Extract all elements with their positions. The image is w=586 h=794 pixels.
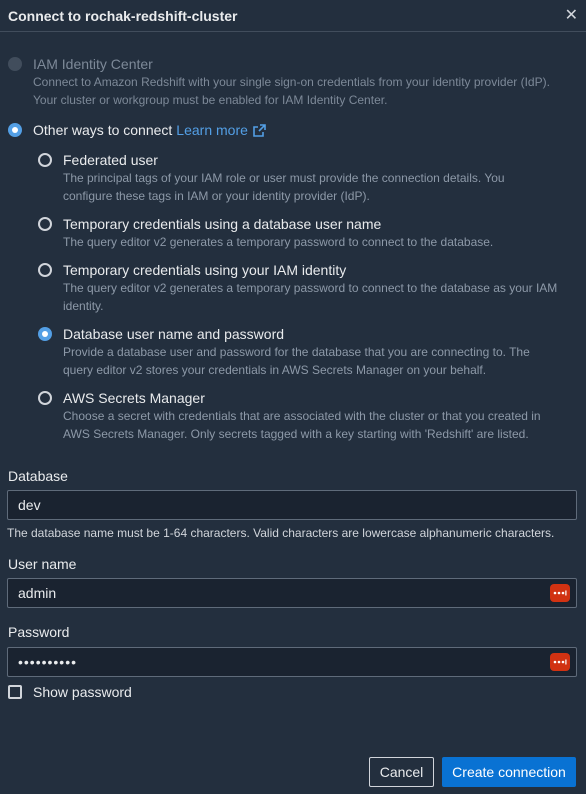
option-label: Temporary credentials using a database user name (63, 216, 382, 232)
option-desc: identity. (63, 299, 104, 313)
dialog-title: Connect to rochak-redshift-cluster (8, 7, 238, 24)
option-desc: The query editor v2 generates a temporary password to connect to the database. (63, 235, 494, 249)
option-label: Federated user (63, 152, 158, 168)
username-label: User name (8, 556, 77, 572)
database-hint: The database name must be 1-64 characters. Valid characters are lowercase alphanumeric characters. (7, 526, 555, 540)
close-icon[interactable]: ✕ (564, 6, 578, 24)
option-federated-user[interactable] (38, 151, 572, 205)
database-value: dev (18, 497, 41, 513)
iam-identity-center-desc-2: Your cluster or workgroup must be enabled for IAM Identity Center. (33, 93, 388, 107)
option-secrets-manager[interactable] (38, 389, 572, 443)
other-ways-radio[interactable] (8, 123, 22, 137)
option-desc: query editor v2 stores your credentials in AWS Secrets Manager on your behalf. (63, 363, 487, 377)
temp-credentials-db-user-radio[interactable] (38, 217, 52, 231)
option-desc: The query editor v2 generates a temporary password to connect to the database as your IAM (63, 281, 558, 295)
iam-identity-center-label: IAM Identity Center (33, 56, 153, 72)
create-connection-button[interactable]: Create connection (442, 757, 576, 787)
option-label: Database user name and password (63, 326, 285, 342)
password-manager-icon[interactable] (550, 584, 570, 602)
external-link-icon[interactable] (253, 124, 266, 142)
cancel-button[interactable]: Cancel (369, 757, 434, 787)
other-ways-option[interactable] (8, 121, 266, 142)
password-value: •••••••••• (18, 654, 78, 670)
dialog-header (0, 0, 586, 32)
show-password-checkbox[interactable] (8, 685, 22, 699)
username-value: admin (18, 585, 57, 601)
option-label: AWS Secrets Manager (63, 390, 205, 406)
federated-user-radio[interactable] (38, 153, 52, 167)
password-manager-icon[interactable] (550, 653, 570, 671)
option-desc: Choose a secret with credentials that are associated with the cluster or that you created in (63, 409, 541, 423)
option-label: Temporary credentials using your IAM identity (63, 262, 347, 278)
password-input[interactable] (7, 647, 577, 677)
database-label: Database (8, 468, 68, 484)
temp-credentials-iam-radio[interactable] (38, 263, 52, 277)
option-desc: configure these tags in IAM or your identity provider (IdP). (63, 189, 370, 203)
iam-identity-center-option (8, 55, 573, 109)
database-input[interactable] (7, 490, 577, 520)
option-temp-credentials-iam[interactable] (38, 261, 572, 315)
db-user-password-radio[interactable] (38, 327, 52, 341)
show-password-label: Show password (33, 684, 132, 700)
learn-more-link[interactable]: Learn more (176, 122, 248, 138)
username-input[interactable] (7, 578, 577, 608)
iam-identity-center-desc-1: Connect to Amazon Redshift with your single sign-on credentials from your identity provider (IdP). (33, 75, 550, 89)
secrets-manager-radio[interactable] (38, 391, 52, 405)
iam-identity-center-radio (8, 57, 22, 71)
option-temp-credentials-db-user[interactable] (38, 215, 572, 251)
option-desc: AWS Secrets Manager. Only secrets tagged with a key starting with 'Redshift' are listed. (63, 427, 529, 441)
option-desc: Provide a database user and password for the database that you are connecting to. The (63, 345, 530, 359)
password-label: Password (8, 624, 70, 640)
option-db-user-password[interactable] (38, 325, 572, 379)
other-ways-label: Other ways to connect (33, 122, 173, 138)
option-desc: The principal tags of your IAM role or user must provide the connection details. You (63, 171, 505, 185)
